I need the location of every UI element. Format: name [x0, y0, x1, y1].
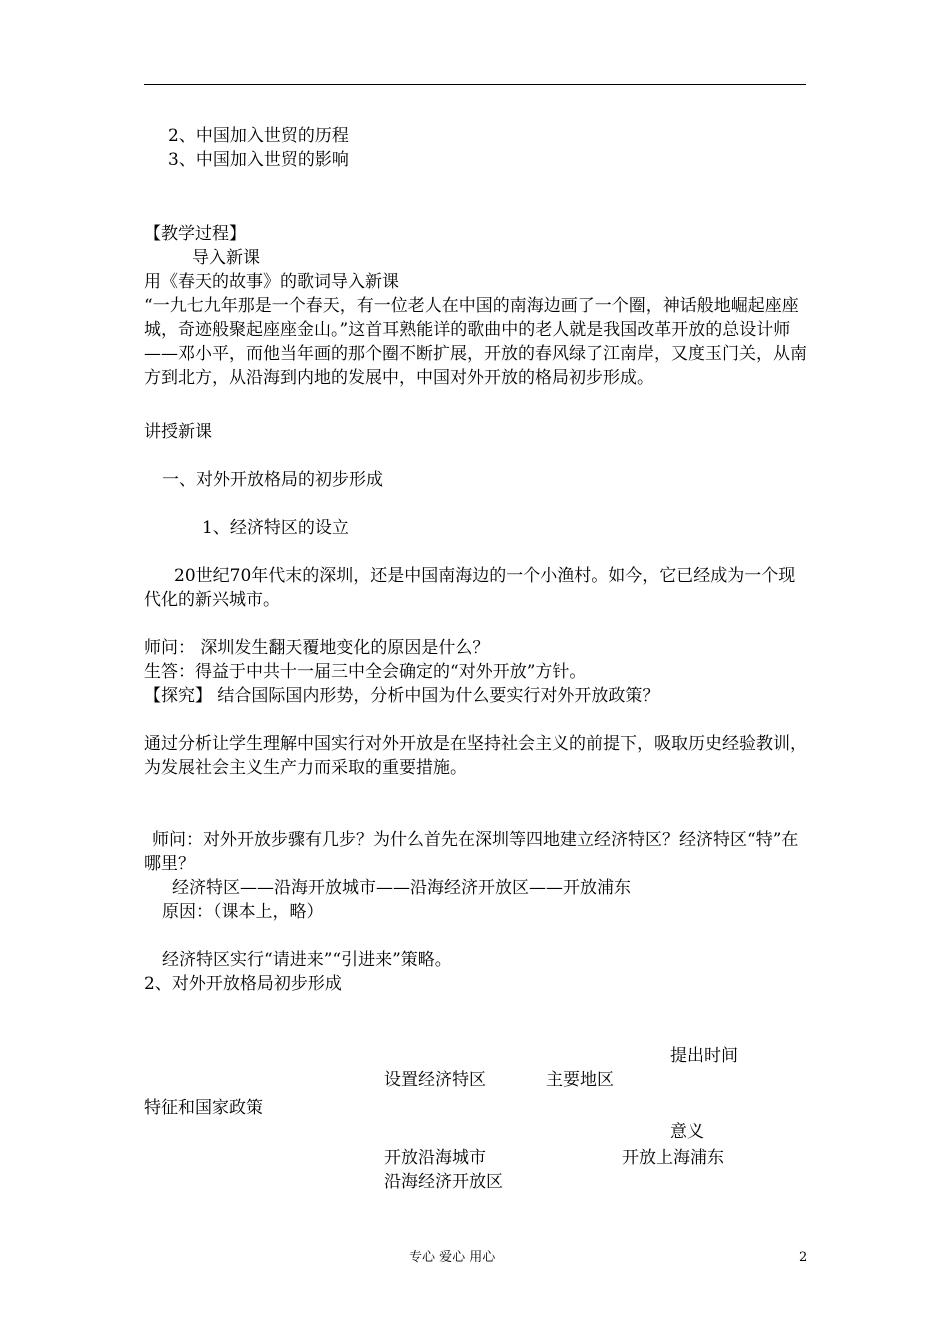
- shenzhen-paragraph: 20世纪70年代末的深圳，还是中国南海边的一个小渔村。如今，它已经成为一个现代化的新兴城市。: [144, 566, 796, 610]
- new-lesson: 讲授新课: [144, 422, 212, 442]
- section1-title: 一、对外开放格局的初步形成: [162, 470, 383, 490]
- diagram-set-zone: 设置经济特区: [384, 1070, 486, 1090]
- explore-prompt: 【探究】 结合国际国内形势，分析中国为什么要实行对外开放政策？: [144, 686, 660, 706]
- diagram-features: 特征和国家政策: [144, 1098, 263, 1118]
- subsection2-title: 2、对外开放格局初步形成: [144, 974, 342, 994]
- student-answer-1: 生答：得益于中共十一届三中全会确定的“对外开放”方针。: [144, 662, 587, 682]
- teacher-question-1: 师问： 深圳发生翻天覆地变化的原因是什么？: [144, 638, 490, 658]
- intro-line: 用《春天的故事》的歌词导入新课: [144, 272, 399, 292]
- diagram-coastal-zone: 沿海经济开放区: [384, 1172, 503, 1192]
- strategy-line: 经济特区实行“请进来”“引进来”策略。: [162, 950, 452, 970]
- reason-line: 原因：（课本上，略）: [162, 902, 324, 922]
- diagram-main-area: 主要地区: [546, 1070, 614, 1090]
- item-2: 2、中国加入世贸的历程: [168, 126, 349, 146]
- opening-steps: 经济特区——沿海开放城市——沿海经济开放区——开放浦东: [172, 878, 631, 898]
- header-rule: [144, 84, 806, 85]
- item-3: 3、中国加入世贸的影响: [168, 150, 349, 170]
- process-heading: 【教学过程】: [144, 224, 246, 244]
- teacher-question-2: 师问：对外开放步骤有几步？为什么首先在深圳等四地建立经济特区？经济特区“特”在哪里？: [144, 830, 799, 874]
- intro-paragraph: “一九七九年那是一个春天，有一位老人在中国的南海边画了一个圈，神话般地崛起座座城，奇迹般聚起座座金山。”这首耳熟能详的歌曲中的老人就是我国改革开放的总设计师——邓小平，而他当年画的那个圈不断扩展，开放的春风绿了江南岸，又度玉门关，从南方到北方，从沿海到内地的发展中，中国对外开放的格局初步形成。: [144, 296, 807, 388]
- diagram-meaning: 意义: [670, 1122, 704, 1142]
- page-number: 2: [799, 1250, 808, 1265]
- diagram-coastal-cities: 开放沿海城市: [384, 1148, 486, 1168]
- analysis-paragraph: 通过分析让学生理解中国实行对外开放是在坚持社会主义的前提下，吸取历史经验教训，为发展社会主义生产力而采取的重要措施。: [144, 734, 807, 778]
- footer-motto: 专心 爱心 用心: [409, 1250, 496, 1265]
- subsection1-title: 1、经济特区的设立: [202, 518, 349, 538]
- diagram-pudong: 开放上海浦东: [622, 1148, 724, 1168]
- diagram-time: 提出时间: [670, 1046, 738, 1066]
- intro-title: 导入新课: [192, 248, 260, 268]
